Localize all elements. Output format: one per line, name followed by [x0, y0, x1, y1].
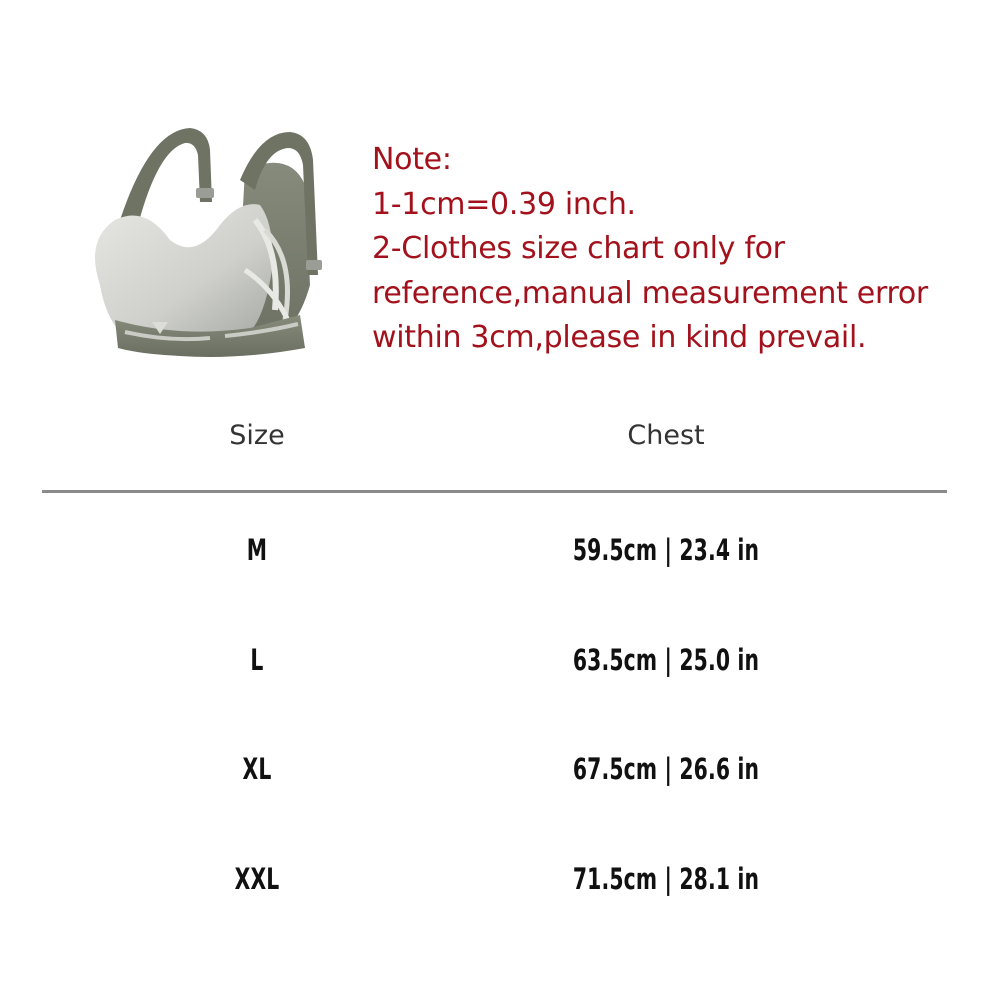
table-row [0, 862, 1000, 902]
note-line-disclaimer-2: reference,manual measurement error [372, 275, 928, 311]
chest-cell: 63.5cm | 25.0 in [572, 643, 760, 677]
note-line-conversion: 1-1cm=0.39 inch. [372, 186, 636, 222]
size-cell: XXL [234, 862, 280, 896]
column-header-chest: Chest [627, 420, 705, 451]
sports-bra-product-image [60, 110, 360, 380]
chest-cell: 67.5cm | 26.6 in [572, 752, 760, 786]
chest-cell: 71.5cm | 28.1 in [572, 862, 760, 896]
note-title: Note: [372, 142, 452, 177]
header-divider [42, 490, 947, 493]
table-row [0, 643, 1000, 683]
size-cell: M [246, 533, 268, 567]
size-cell: L [250, 643, 264, 677]
table-row [0, 752, 1000, 792]
note-line-disclaimer-1: 2-Clothes size chart only for [372, 231, 785, 266]
note-line-disclaimer-3: within 3cm,please in kind prevail. [372, 320, 867, 355]
size-cell: XL [242, 752, 272, 786]
table-row [0, 533, 1000, 573]
chest-cell: 59.5cm | 23.4 in [572, 533, 760, 567]
size-note [372, 138, 972, 361]
column-header-size: Size [229, 420, 285, 451]
